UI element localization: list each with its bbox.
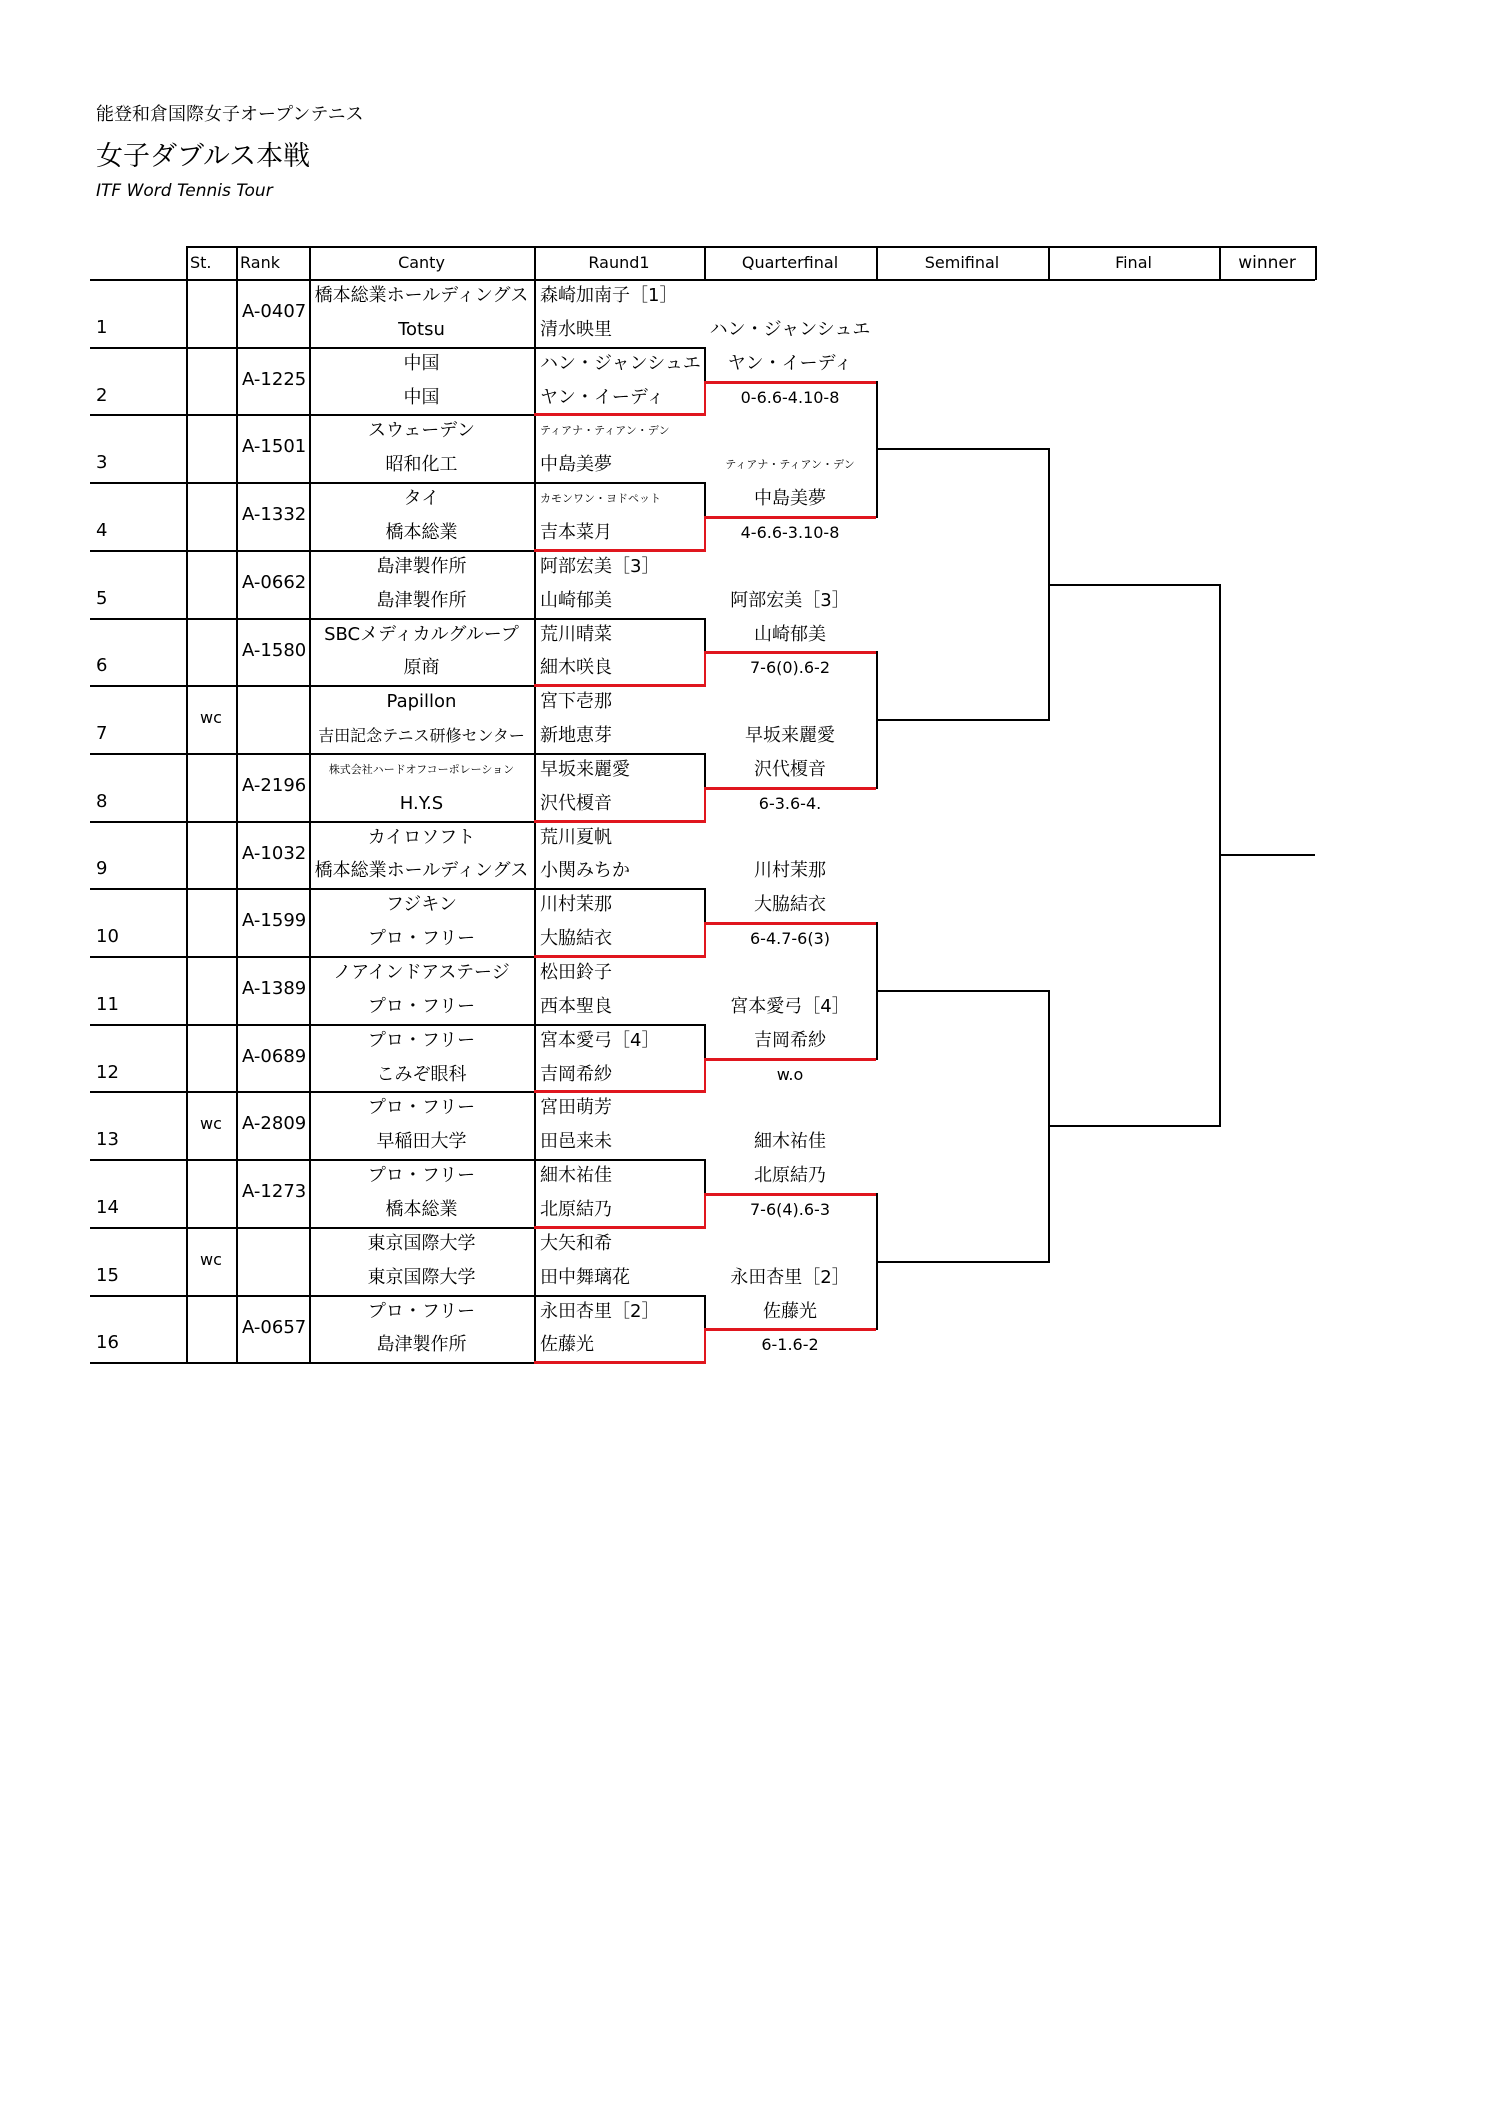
final-line — [1048, 1125, 1219, 1127]
player-name: 山崎郁美 — [540, 589, 612, 611]
entry-number: 2 — [96, 384, 108, 406]
player-name: 宮下壱那 — [540, 691, 612, 713]
winner-underline — [534, 413, 706, 416]
column-divider — [236, 685, 238, 754]
match-score: w.o — [776, 1064, 804, 1084]
team-affiliation: プロ・フリー — [367, 1097, 476, 1119]
winner-underline — [534, 820, 706, 823]
quarterfinal-box — [704, 787, 706, 821]
winner-advance-line — [704, 922, 876, 925]
column-divider — [186, 956, 188, 1025]
team-affiliation: 東京国際大学 — [367, 1232, 476, 1254]
column-header-final: Final — [1115, 253, 1152, 272]
winner-player-name: 佐藤光 — [763, 1300, 817, 1322]
entry-rank: A-1225 — [242, 368, 307, 390]
player-name: 吉本菜月 — [540, 521, 612, 543]
winner-player-name: 細木祐佳 — [754, 1131, 826, 1153]
match-score: 6-4.7-6(3) — [749, 929, 830, 949]
winner-underline — [534, 1361, 706, 1364]
entry-rank: A-1273 — [242, 1181, 307, 1203]
page-title: 女子ダブルス本戦 — [96, 141, 311, 172]
team-affiliation: スウェーデン — [368, 420, 475, 442]
winner-underline — [534, 549, 706, 552]
player-name: カモンワン・ヨドペット — [540, 492, 661, 506]
player-name: 永田杏里［2］ — [540, 1300, 660, 1322]
entry-number: 1 — [96, 316, 108, 338]
winner-advance-line — [704, 381, 876, 384]
winner-underline — [534, 955, 706, 958]
winner-player-name: 阿部宏美［3］ — [730, 589, 850, 611]
team-affiliation: 東京国際大学 — [367, 1266, 476, 1288]
page-subtitle: ITF Word Tennis Tour — [96, 181, 273, 201]
winner-underline — [534, 1090, 706, 1093]
player-name: 早坂来麗愛 — [540, 758, 630, 780]
entry-rank: A-0407 — [242, 301, 307, 322]
match-box-top — [534, 618, 704, 620]
player-name: 西本聖良 — [540, 995, 612, 1017]
player-name: 細木祐佳 — [540, 1165, 612, 1187]
column-divider — [186, 1024, 188, 1093]
player-name: 松田鈴子 — [540, 962, 612, 983]
header-divider — [236, 246, 238, 280]
entry-rank: A-1501 — [242, 436, 307, 458]
team-affiliation: Totsu — [398, 318, 445, 340]
team-affiliation: 島津製作所 — [376, 589, 467, 611]
match-box-top — [534, 1159, 704, 1161]
player-name: 荒川夏帆 — [540, 826, 612, 848]
quarterfinal-box — [704, 1058, 706, 1092]
winner-advance-line — [704, 1328, 876, 1331]
player-name: 川村茉那 — [540, 894, 612, 916]
entry-number: 12 — [96, 1061, 119, 1083]
winner-player-name: ハン・ジャンシュエ — [709, 318, 871, 340]
semifinal-line — [876, 448, 1048, 450]
winner-player-name: 北原結乃 — [754, 1165, 826, 1187]
team-affiliation: カイロソフト — [367, 826, 476, 848]
winner-player-name: 中島美夢 — [754, 488, 826, 510]
entry-rank: A-1389 — [242, 978, 307, 999]
team-affiliation: こみぞ眼科 — [376, 1063, 467, 1085]
team-affiliation: 橋本総業 — [385, 1198, 458, 1220]
match-score: 0-6.6-4.10-8 — [740, 387, 840, 407]
winner-advance-line — [704, 1058, 876, 1061]
team-affiliation: 昭和化工 — [385, 454, 458, 476]
winner-connector — [704, 922, 706, 956]
column-divider — [186, 279, 188, 348]
entry-number: 7 — [96, 723, 108, 745]
winner-underline — [534, 684, 706, 687]
team-affiliation: Papillon — [386, 691, 457, 713]
winner-connector — [704, 651, 706, 685]
column-divider — [186, 347, 188, 416]
winner-player-name: 宮本愛弓［4］ — [730, 995, 850, 1017]
team-affiliation: プロ・フリー — [367, 1165, 476, 1187]
player-name: 田中舞璃花 — [540, 1266, 630, 1288]
match-score: 6-1.6-2 — [761, 1335, 819, 1355]
quarterfinal-box — [704, 516, 706, 550]
column-divider — [186, 888, 188, 957]
entry-rank: A-2196 — [242, 774, 307, 796]
champion-line — [1219, 854, 1315, 856]
match-box-top — [534, 482, 704, 484]
winner-player-name: 早坂来麗愛 — [745, 725, 835, 747]
player-name: 中島美夢 — [540, 454, 612, 476]
winner-advance-line — [704, 1193, 876, 1196]
header-divider — [186, 246, 188, 280]
match-box-top — [534, 753, 704, 755]
winner-player-name: ヤン・イーディ — [727, 352, 853, 374]
player-name: 清水映里 — [540, 318, 612, 340]
final-line — [1048, 584, 1219, 586]
team-affiliation: 島津製作所 — [376, 1334, 467, 1356]
winner-advance-line — [704, 651, 876, 654]
wildcard-badge: wc — [200, 708, 222, 728]
team-affiliation: プロ・フリー — [367, 928, 476, 950]
player-name: 阿部宏美［3］ — [540, 555, 660, 577]
column-header-semifinal: Semifinal — [924, 253, 1000, 272]
entry-rank: A-1032 — [242, 842, 307, 864]
header-divider — [1048, 246, 1050, 280]
team-affiliation: プロ・フリー — [367, 1300, 476, 1322]
team-affiliation: タイ — [403, 488, 440, 510]
match-score: 6-3.6-4. — [758, 793, 822, 813]
entry-rank: A-0662 — [242, 571, 307, 593]
winner-underline — [534, 1226, 706, 1229]
player-name: ハン・ジャンシュエ — [540, 352, 701, 374]
winner-player-name: 川村茉那 — [754, 860, 826, 882]
match-box-top — [534, 1295, 704, 1297]
player-name: 宮田萌芳 — [540, 1097, 612, 1119]
column-divider — [186, 414, 188, 483]
row-separator — [90, 1362, 534, 1364]
player-name: 吉岡希紗 — [540, 1063, 612, 1085]
column-divider — [186, 821, 188, 890]
winner-player-name: 大脇結衣 — [754, 894, 826, 916]
player-name: 北原結乃 — [540, 1198, 612, 1220]
entry-number: 5 — [96, 587, 108, 609]
team-affiliation: 島津製作所 — [376, 555, 467, 577]
team-affiliation: 中国 — [403, 386, 440, 408]
entry-number: 11 — [96, 993, 119, 1015]
column-header-round1: Raund1 — [588, 253, 650, 272]
column-divider — [236, 1227, 238, 1296]
entry-number: 10 — [96, 926, 119, 948]
player-name: ティアナ・ティアン・デン — [540, 424, 670, 438]
player-name: 森崎加南子［1］ — [540, 285, 678, 306]
header-divider — [704, 246, 706, 280]
entry-number: 6 — [96, 655, 108, 677]
player-name: 細木咲良 — [540, 657, 612, 679]
header-divider — [1219, 246, 1221, 280]
semifinal-line — [876, 1261, 1048, 1263]
header-divider — [534, 246, 536, 280]
column-header-status: St. — [190, 253, 212, 272]
team-affiliation: ノアインドアステージ — [333, 962, 510, 983]
column-header-canty: Canty — [398, 253, 445, 272]
column-divider — [186, 550, 188, 619]
semifinal-line — [876, 990, 1048, 992]
column-header-rank: Rank — [240, 253, 280, 272]
player-name: 宮本愛弓［4］ — [540, 1029, 660, 1051]
winner-player-name: 吉岡希紗 — [754, 1029, 826, 1051]
player-name: 田邑来未 — [540, 1131, 612, 1153]
team-affiliation: プロ・フリー — [367, 995, 476, 1017]
header-divider — [876, 246, 878, 280]
semifinal-line — [876, 719, 1048, 721]
winner-advance-line — [704, 516, 876, 519]
player-name: 新地恵芽 — [540, 725, 612, 747]
column-divider — [186, 1159, 188, 1228]
header-bottom-line — [90, 279, 1315, 281]
header-divider — [309, 246, 311, 280]
match-box-top — [534, 1024, 704, 1026]
entry-number: 9 — [96, 858, 108, 880]
tournament-name: 能登和倉国際女子オープンテニス — [96, 104, 364, 125]
winner-advance-line — [704, 787, 876, 790]
entry-rank: A-0689 — [242, 1045, 307, 1067]
team-affiliation: 橋本総業ホールディングス — [314, 285, 529, 306]
match-score: 4-6.6-3.10-8 — [740, 522, 840, 542]
team-affiliation: フジキン — [385, 894, 458, 916]
entry-number: 14 — [96, 1196, 119, 1218]
entry-number: 4 — [96, 519, 108, 541]
team-affiliation: H.Y.S — [399, 792, 444, 814]
column-header-quarterfinal: Quarterfinal — [741, 253, 839, 272]
player-name: 荒川晴菜 — [540, 623, 612, 645]
entry-rank: A-1599 — [242, 910, 307, 932]
winner-player-name: ティアナ・ティアン・デン — [725, 458, 855, 472]
quarterfinal-box — [704, 1328, 706, 1362]
team-affiliation: 中国 — [403, 352, 440, 374]
column-divider — [186, 1295, 188, 1364]
entry-number: 8 — [96, 790, 108, 812]
header-top-line — [186, 246, 1315, 248]
winner-connector — [704, 1193, 706, 1227]
team-affiliation: 橋本総業 — [385, 521, 458, 543]
winner-connector — [704, 381, 706, 415]
winner-player-name: 山崎郁美 — [754, 623, 826, 645]
player-name: ヤン・イーディ — [540, 386, 665, 408]
entry-rank: A-2809 — [242, 1113, 307, 1135]
team-affiliation: プロ・フリー — [367, 1029, 476, 1051]
match-score: 7-6(0).6-2 — [749, 658, 830, 678]
player-name: 小関みちか — [540, 860, 630, 882]
match-score: 7-6(4).6-3 — [749, 1199, 830, 1219]
entry-number: 15 — [96, 1264, 119, 1286]
column-header-winner: winner — [1238, 253, 1296, 273]
match-box-top — [534, 347, 704, 349]
team-affiliation: 早稲田大学 — [376, 1131, 467, 1153]
header-divider — [1315, 246, 1317, 280]
match-box-top — [534, 888, 704, 890]
wildcard-badge: wc — [200, 1249, 222, 1269]
player-name: 沢代榎音 — [540, 792, 612, 814]
wildcard-badge: wc — [200, 1114, 222, 1134]
player-name: 佐藤光 — [540, 1334, 594, 1356]
entry-number: 16 — [96, 1332, 119, 1354]
team-affiliation: 原商 — [403, 657, 440, 679]
entry-rank: A-0657 — [242, 1316, 307, 1338]
player-name: 大矢和希 — [540, 1232, 612, 1254]
column-divider — [186, 482, 188, 551]
entry-number: 3 — [96, 452, 108, 474]
entry-number: 13 — [96, 1129, 119, 1151]
team-affiliation: 吉田記念テニス研修センター — [318, 726, 525, 746]
player-name: 大脇結衣 — [540, 928, 612, 950]
column-divider — [186, 753, 188, 822]
team-affiliation: 株式会社ハードオフコーポレーション — [328, 762, 515, 776]
entry-rank: A-1580 — [242, 639, 307, 661]
winner-player-name: 永田杏里［2］ — [730, 1266, 850, 1288]
winner-player-name: 沢代榎音 — [754, 758, 826, 780]
team-affiliation: SBCメディカルグループ — [324, 623, 519, 645]
entry-rank: A-1332 — [242, 504, 307, 526]
column-divider — [186, 618, 188, 687]
team-affiliation: 橋本総業ホールディングス — [314, 860, 529, 882]
